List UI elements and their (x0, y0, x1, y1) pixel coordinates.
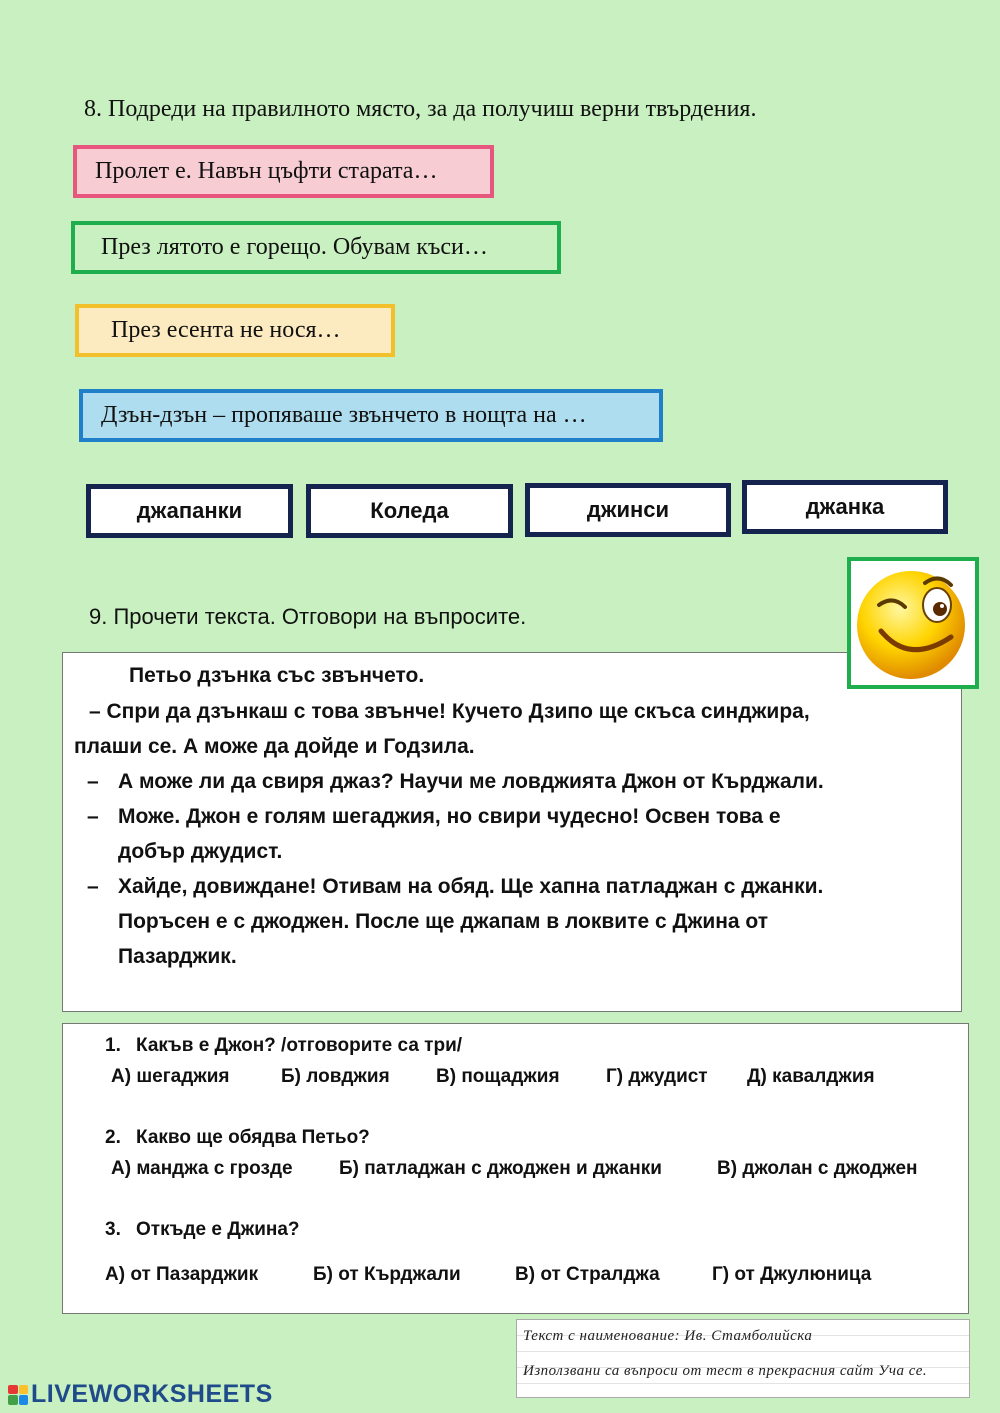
liveworksheets-logo-icon (8, 1385, 28, 1405)
word-card-dzhinsi[interactable]: джинси (525, 483, 731, 537)
sentence-3: През есента не нося… (75, 304, 395, 357)
answer-option[interactable]: В) джолан с джоджен (717, 1158, 918, 1179)
story-line: А може ли да свиря джаз? Научи ме ловджията Джон от Кърджали. (118, 770, 824, 793)
dialogue-dash: – (87, 875, 99, 898)
word-card-dzhanka[interactable]: джанка (742, 480, 948, 534)
word-card-dzhapanki[interactable]: джапанки (86, 484, 293, 538)
answer-option[interactable]: А) шегаджия (111, 1066, 230, 1087)
task-9-title: 9. Прочети текста. Отговори на въпросите. (89, 604, 527, 629)
story-line: Пазарджик. (118, 945, 237, 968)
answer-option[interactable]: Г) от Джулюница (712, 1264, 872, 1285)
dialogue-dash: – (87, 805, 99, 828)
story-line: Поръсен е с джоджен. После ще джапам в локвите с Джина от (118, 910, 769, 933)
answer-option[interactable]: Б) ловджия (281, 1066, 390, 1087)
dialogue-dash: – (87, 770, 99, 793)
questions-box (62, 1023, 969, 1314)
sentence-1: Пролет е. Навън цъфти старата… (73, 145, 494, 198)
question-3-text: Откъде е Джина? (136, 1219, 300, 1240)
credit-note (516, 1319, 970, 1398)
story-heading: Петьо дзънка със звънчето. (129, 664, 425, 687)
question-2-number: 2. (105, 1127, 121, 1148)
answer-option[interactable]: В) пощаджия (436, 1066, 560, 1087)
credit-line-1: Текст с наименование: Ив. Стамболийска (523, 1328, 813, 1344)
smiley-frame (847, 557, 979, 689)
brand-name: LIVEWORKSHEETS (31, 1380, 273, 1408)
answer-option[interactable]: Б) от Кърджали (313, 1264, 461, 1285)
sentence-2: През лятото е горещо. Обувам къси… (71, 221, 561, 274)
question-2-text: Какво ще обядва Петьо? (136, 1127, 370, 1148)
answer-option[interactable]: Г) джудист (606, 1066, 708, 1087)
question-3-number: 3. (105, 1219, 121, 1240)
story-line: – Спри да дзънкаш с това звънче! Кучето Дзипо ще скъса синджира, (89, 700, 810, 723)
question-1-text: Какъв е Джон? /отговорите са три/ (136, 1035, 463, 1056)
sentence-4: Дзън-дзън – пропяваше звънчето в нощта на … (79, 389, 663, 442)
story-line: плаши се. А може да дойде и Годзила. (74, 735, 475, 758)
answer-option[interactable]: Б) патладжан с джоджен и джанки (339, 1158, 662, 1179)
liveworksheets-brand[interactable] (8, 1380, 273, 1409)
winking-smiley-icon (851, 561, 975, 685)
story-line: Хайде, довиждане! Отивам на обяд. Ще хапна патладжан с джанки. (118, 875, 824, 898)
story-line: добър джудист. (118, 840, 283, 863)
answer-option[interactable]: В) от Стралджа (515, 1264, 660, 1285)
task-8-title: 8. Подреди на правилното място, за да получиш верни твърдения. (84, 96, 757, 122)
story-text-box (62, 652, 962, 1012)
answer-option[interactable]: А) манджа с грозде (111, 1158, 293, 1179)
word-card-koleda[interactable]: Коледа (306, 484, 513, 538)
credit-line-2: Използвани са въпроси от тест в прекрасния сайт Уча се. (523, 1363, 928, 1379)
answer-option[interactable]: Д) кавалджия (747, 1066, 875, 1087)
answer-option[interactable]: А) от Пазарджик (105, 1264, 259, 1285)
question-1-number: 1. (105, 1035, 121, 1056)
story-line: Може. Джон е голям шегаджия, но свири чудесно! Освен това е (118, 805, 781, 828)
